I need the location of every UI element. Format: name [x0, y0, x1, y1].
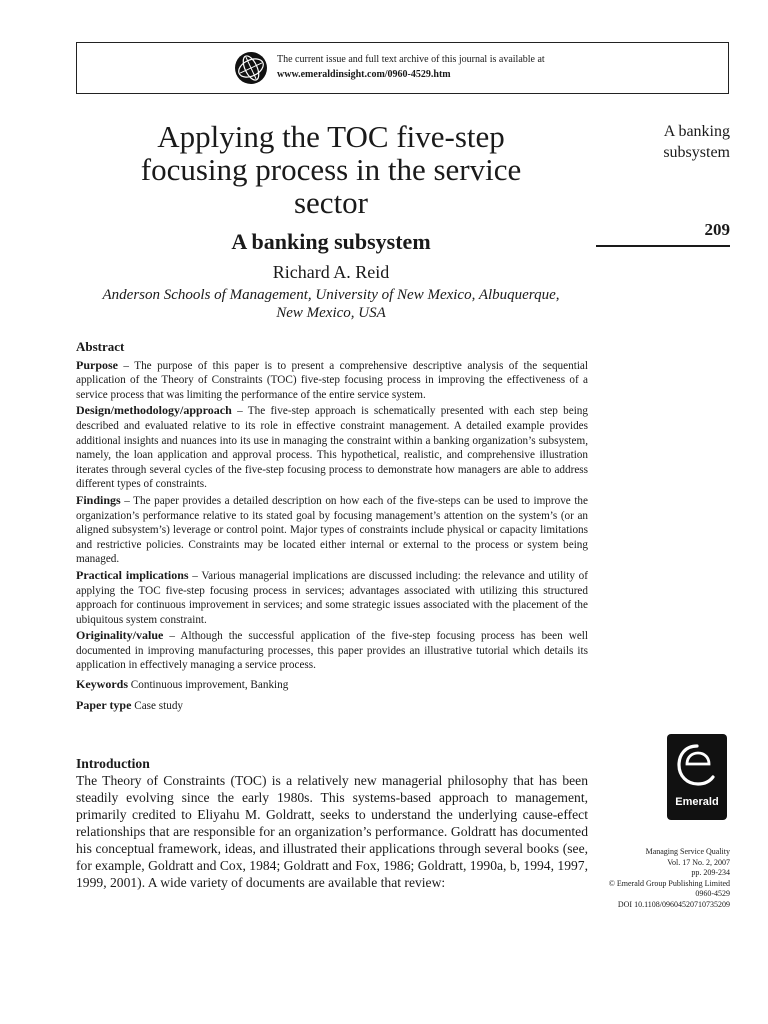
author-name: Richard A. Reid — [272, 262, 390, 282]
introduction-heading: Introduction — [76, 756, 150, 771]
paper-type-text: Case study — [131, 699, 184, 712]
journal-citation-info — [580, 847, 730, 910]
title-line: Applying the TOC five-step — [157, 119, 505, 154]
page-number: 209 — [704, 220, 730, 239]
journal-name: Managing Service Quality — [645, 847, 730, 856]
copyright-notice: © Emerald Group Publishing Limited — [608, 878, 730, 888]
design-text: – The five-step approach is schematically presented with each step being described and evaluated relative to its role in effective constraint management. A detailed example provides additional insights and nuances into its use in managing the constraint within a banking organization’s subsystem, namely, the loan application and approval process. This hypothetical, realistic, and comprehensive illustration iterates through several cycles of the five-step focusing process to demonstrate how managers are able to address different types of constraints. — [76, 405, 588, 491]
findings-text: – The paper provides a detailed description on how each of the five-steps can be used to improve the organization’s performance relative to its stated goal by focusing management’s attention on the system’s (or an aligned subsystem’s) leverage or control point. Major types of constraints include physical or capacity limitations and restrictive policies. Constraints may be located either internal or external to the process or system being managed. — [76, 494, 588, 566]
emerald-logo — [667, 734, 727, 820]
abstract-originality — [76, 628, 588, 673]
abstract-heading: Abstract — [76, 339, 125, 354]
abstract-practical-implications — [76, 568, 588, 627]
paper-type-label: Paper type — [76, 697, 132, 712]
introduction-section — [76, 755, 588, 891]
abstract-section — [76, 340, 588, 714]
emerald-logo-word: Emerald — [675, 796, 719, 808]
originality-text: – Although the successful application of the five-step focusing process has been well documented in improving manufacturing processes, this paper provides an illustrative tutorial which details its application in effectively managing a service process. — [76, 630, 588, 672]
article-doi: DOI 10.1108/09604520710735209 — [617, 899, 730, 909]
title-line: sector — [293, 185, 369, 220]
title-line: focusing process in the service — [140, 152, 522, 187]
author-affiliation — [76, 286, 586, 322]
abstract-findings — [76, 493, 588, 567]
journal-availability-banner — [76, 42, 729, 94]
banner-text — [277, 52, 545, 82]
design-label: Design/methodology/approach — [76, 403, 232, 418]
running-head-line: subsystem — [663, 144, 730, 161]
running-head — [600, 121, 730, 163]
affiliation-line: Anderson Schools of Management, University of New Mexico, Albuquerque, — [102, 287, 560, 303]
article-title — [76, 120, 586, 219]
emerald-e-icon — [675, 742, 719, 792]
originality-label: Originality/value — [76, 628, 164, 643]
abstract-paper-type — [76, 698, 588, 714]
purpose-text: – The purpose of this paper is to present a comprehensive descriptive analysis of the sequential application of the Theory of Constraints (TOC) five-step focusing process in improving the effectiveness of a service process that was limiting the performance of the entire service system. — [76, 359, 588, 401]
article-subtitle: A banking subsystem — [231, 229, 431, 254]
abstract-purpose — [76, 358, 588, 403]
findings-label: Findings — [76, 492, 121, 507]
globe-icon — [234, 51, 268, 85]
journal-url-link[interactable]: www.emeraldinsight.com/0960-4529.htm — [277, 69, 451, 80]
practical-text: – Various managerial implications are discussed including: the relevance and utility of applying the TOC five-step focusing process in services; advantages associated with utilizing this structured approach for continuous improvement in services; and some strategic issues associated with the placement of the ubiquitous system constraint. — [76, 569, 588, 626]
affiliation-line: New Mexico, USA — [276, 305, 386, 321]
journal-volume: Vol. 17 No. 2, 2007 — [667, 857, 730, 867]
practical-label: Practical implications — [76, 567, 189, 582]
banner-line: The current issue and full text archive of this journal is available at — [277, 54, 545, 65]
journal-pages: pp. 209-234 — [691, 868, 730, 877]
keywords-text: Continuous improvement, Banking — [128, 679, 289, 692]
purpose-label: Purpose — [76, 357, 118, 372]
running-head-line: A banking — [663, 123, 730, 140]
journal-issn: 0960-4529 — [695, 889, 730, 898]
page-number-rule — [596, 245, 730, 247]
abstract-design — [76, 403, 588, 492]
introduction-text: The Theory of Constraints (TOC) is a relatively new managerial philosophy that has been steadily evolving since the early 1980s. This systems-based approach to management, primarily credited to Eliyahu M. Goldratt, seeks to understand the underlying cause-effect relationships that are responsible for an organization’s performance. Goldratt has documented his conceptual framework, ideas, and illustrated their applications through several books (see, for example, Goldratt and Cox, 1984; Goldratt and Fox, 1986; Goldratt, 1990a, b, 1994, 1997, 1999, 2001). A wide variety of documents are available that review: — [76, 773, 588, 890]
abstract-keywords — [76, 677, 588, 693]
keywords-label: Keywords — [76, 677, 128, 692]
